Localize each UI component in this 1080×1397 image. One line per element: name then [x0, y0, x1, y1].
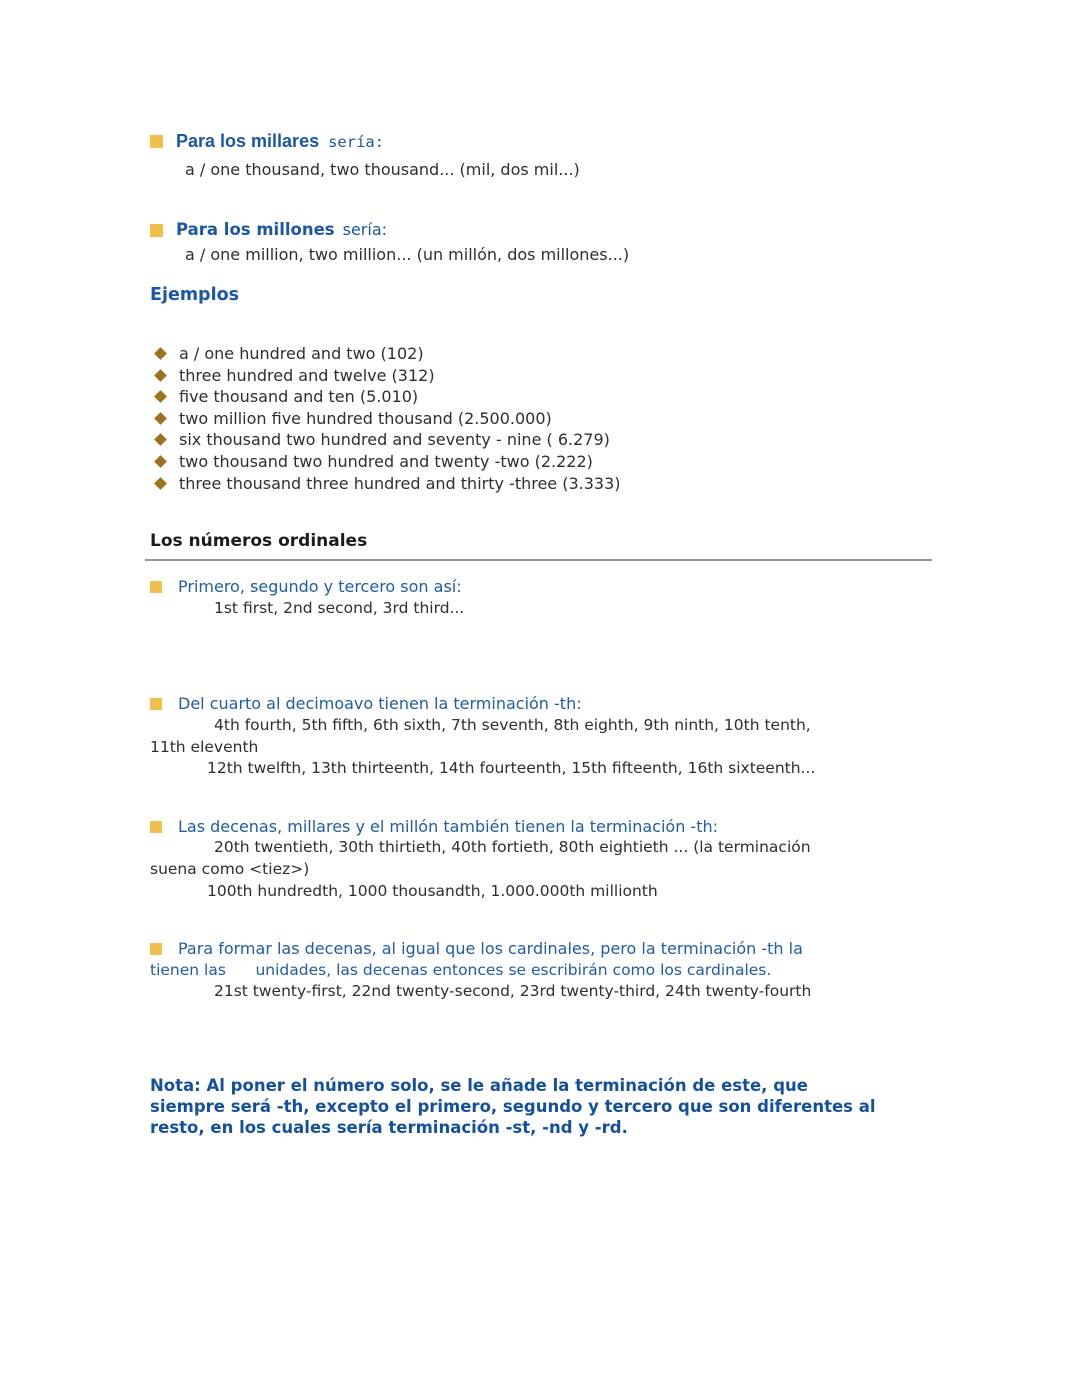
nota-line-1: Nota: Al poner el número solo, se le añade la terminación de este, que — [150, 1075, 808, 1095]
list-item — [150, 429, 930, 451]
nota-paragraph — [150, 1075, 930, 1139]
decenas-line-3: 100th hundredth, 1000 thousandth, 1.000.000th millionth — [207, 881, 658, 900]
square-bullet-icon — [150, 698, 162, 710]
cuarto-line-3: 12th twelfth, 13th thirteenth, 14th fourteenth, 15th fifteenth, 16th sixteenth... — [207, 759, 816, 778]
list-item — [150, 473, 930, 495]
millares-title: Para los millares — [176, 131, 320, 151]
list-item — [150, 343, 930, 365]
square-bullet-icon — [150, 821, 162, 833]
list-item-text: two million five hundred thousand (2.500.000) — [179, 408, 552, 428]
bullet-formar — [150, 938, 930, 960]
nota-line-2: siempre será -th, excepto el primero, segundo y tercero que son diferentes al — [150, 1097, 876, 1117]
bullet-cuarto — [150, 693, 930, 715]
list-item — [150, 408, 930, 430]
primero-title: Primero, segundo y tercero son así: — [178, 577, 462, 597]
decenas-title: Las decenas, millares y el millón también tienen la terminación -th: — [178, 816, 718, 836]
millares-body: a / one thousand, two thousand... (mil, dos mil...) — [185, 160, 580, 179]
decenas-line-2: suena como <tiez>) — [150, 859, 310, 878]
formar-title-line-2: tienen las unidades, las decenas entonces se escribirán como los cardinales. — [150, 960, 772, 979]
diamond-bullet-icon — [154, 369, 167, 382]
cuarto-title: Del cuarto al decimoavo tienen la terminación -th: — [178, 694, 582, 714]
list-item-text: a / one hundred and two (102) — [179, 344, 424, 363]
nota-line-3: resto, en los cuales sería terminación -st, -nd y -rd. — [150, 1118, 628, 1138]
list-item-text: six thousand two hundred and seventy - nine ( 6.279) — [179, 430, 610, 450]
list-item-text: three thousand three hundred and thirty -three (3.333) — [179, 473, 621, 493]
primero-line: 1st first, 2nd second, 3rd third... — [214, 598, 465, 617]
bullet-millares — [150, 130, 930, 153]
list-item-text: two thousand two hundred and twenty -two (2.222) — [179, 451, 593, 471]
millares-title-suffix: sería: — [328, 133, 385, 151]
section-divider — [145, 559, 932, 561]
millones-body: a / one million, two million... (un millón, dos millones...) — [185, 245, 630, 264]
list-item-text: three hundred and twelve (312) — [179, 365, 435, 385]
square-bullet-icon — [150, 224, 163, 237]
bullet-primero — [150, 576, 930, 598]
formar-title-line-1: Para formar las decenas, al igual que los cardinales, pero la terminación -th la — [178, 939, 803, 959]
list-item — [150, 451, 930, 473]
bullet-decenas — [150, 816, 930, 838]
diamond-bullet-icon — [154, 434, 167, 447]
square-bullet-icon — [150, 581, 162, 593]
cuarto-line-2: 11th eleventh — [150, 737, 259, 756]
square-bullet-icon — [150, 135, 163, 148]
diamond-bullet-icon — [154, 455, 167, 468]
bullet-millones — [150, 219, 930, 240]
ordinales-heading: Los números ordinales — [150, 531, 368, 552]
square-bullet-icon — [150, 943, 162, 955]
millones-title-suffix: sería: — [342, 220, 388, 239]
ejemplos-heading: Ejemplos — [150, 285, 240, 305]
list-item — [150, 365, 930, 387]
millones-title: Para los millones — [176, 220, 335, 239]
diamond-bullet-icon — [154, 477, 167, 490]
diamond-bullet-icon — [154, 347, 167, 360]
decenas-line-1: 20th twentieth, 30th thirtieth, 40th fortieth, 80th eightieth ... (la terminación — [214, 838, 811, 857]
list-item-text: five thousand and ten (5.010) — [179, 387, 419, 407]
cuarto-line-1: 4th fourth, 5th fifth, 6th sixth, 7th seventh, 8th eighth, 9th ninth, 10th tenth, — [214, 715, 811, 734]
diamond-bullet-icon — [154, 412, 167, 425]
list-item — [150, 386, 930, 408]
formar-line-3: 21st twenty-first, 22nd twenty-second, 23rd twenty-third, 24th twenty-fourth — [214, 982, 812, 1001]
ejemplos-list — [150, 343, 930, 494]
diamond-bullet-icon — [154, 390, 167, 403]
